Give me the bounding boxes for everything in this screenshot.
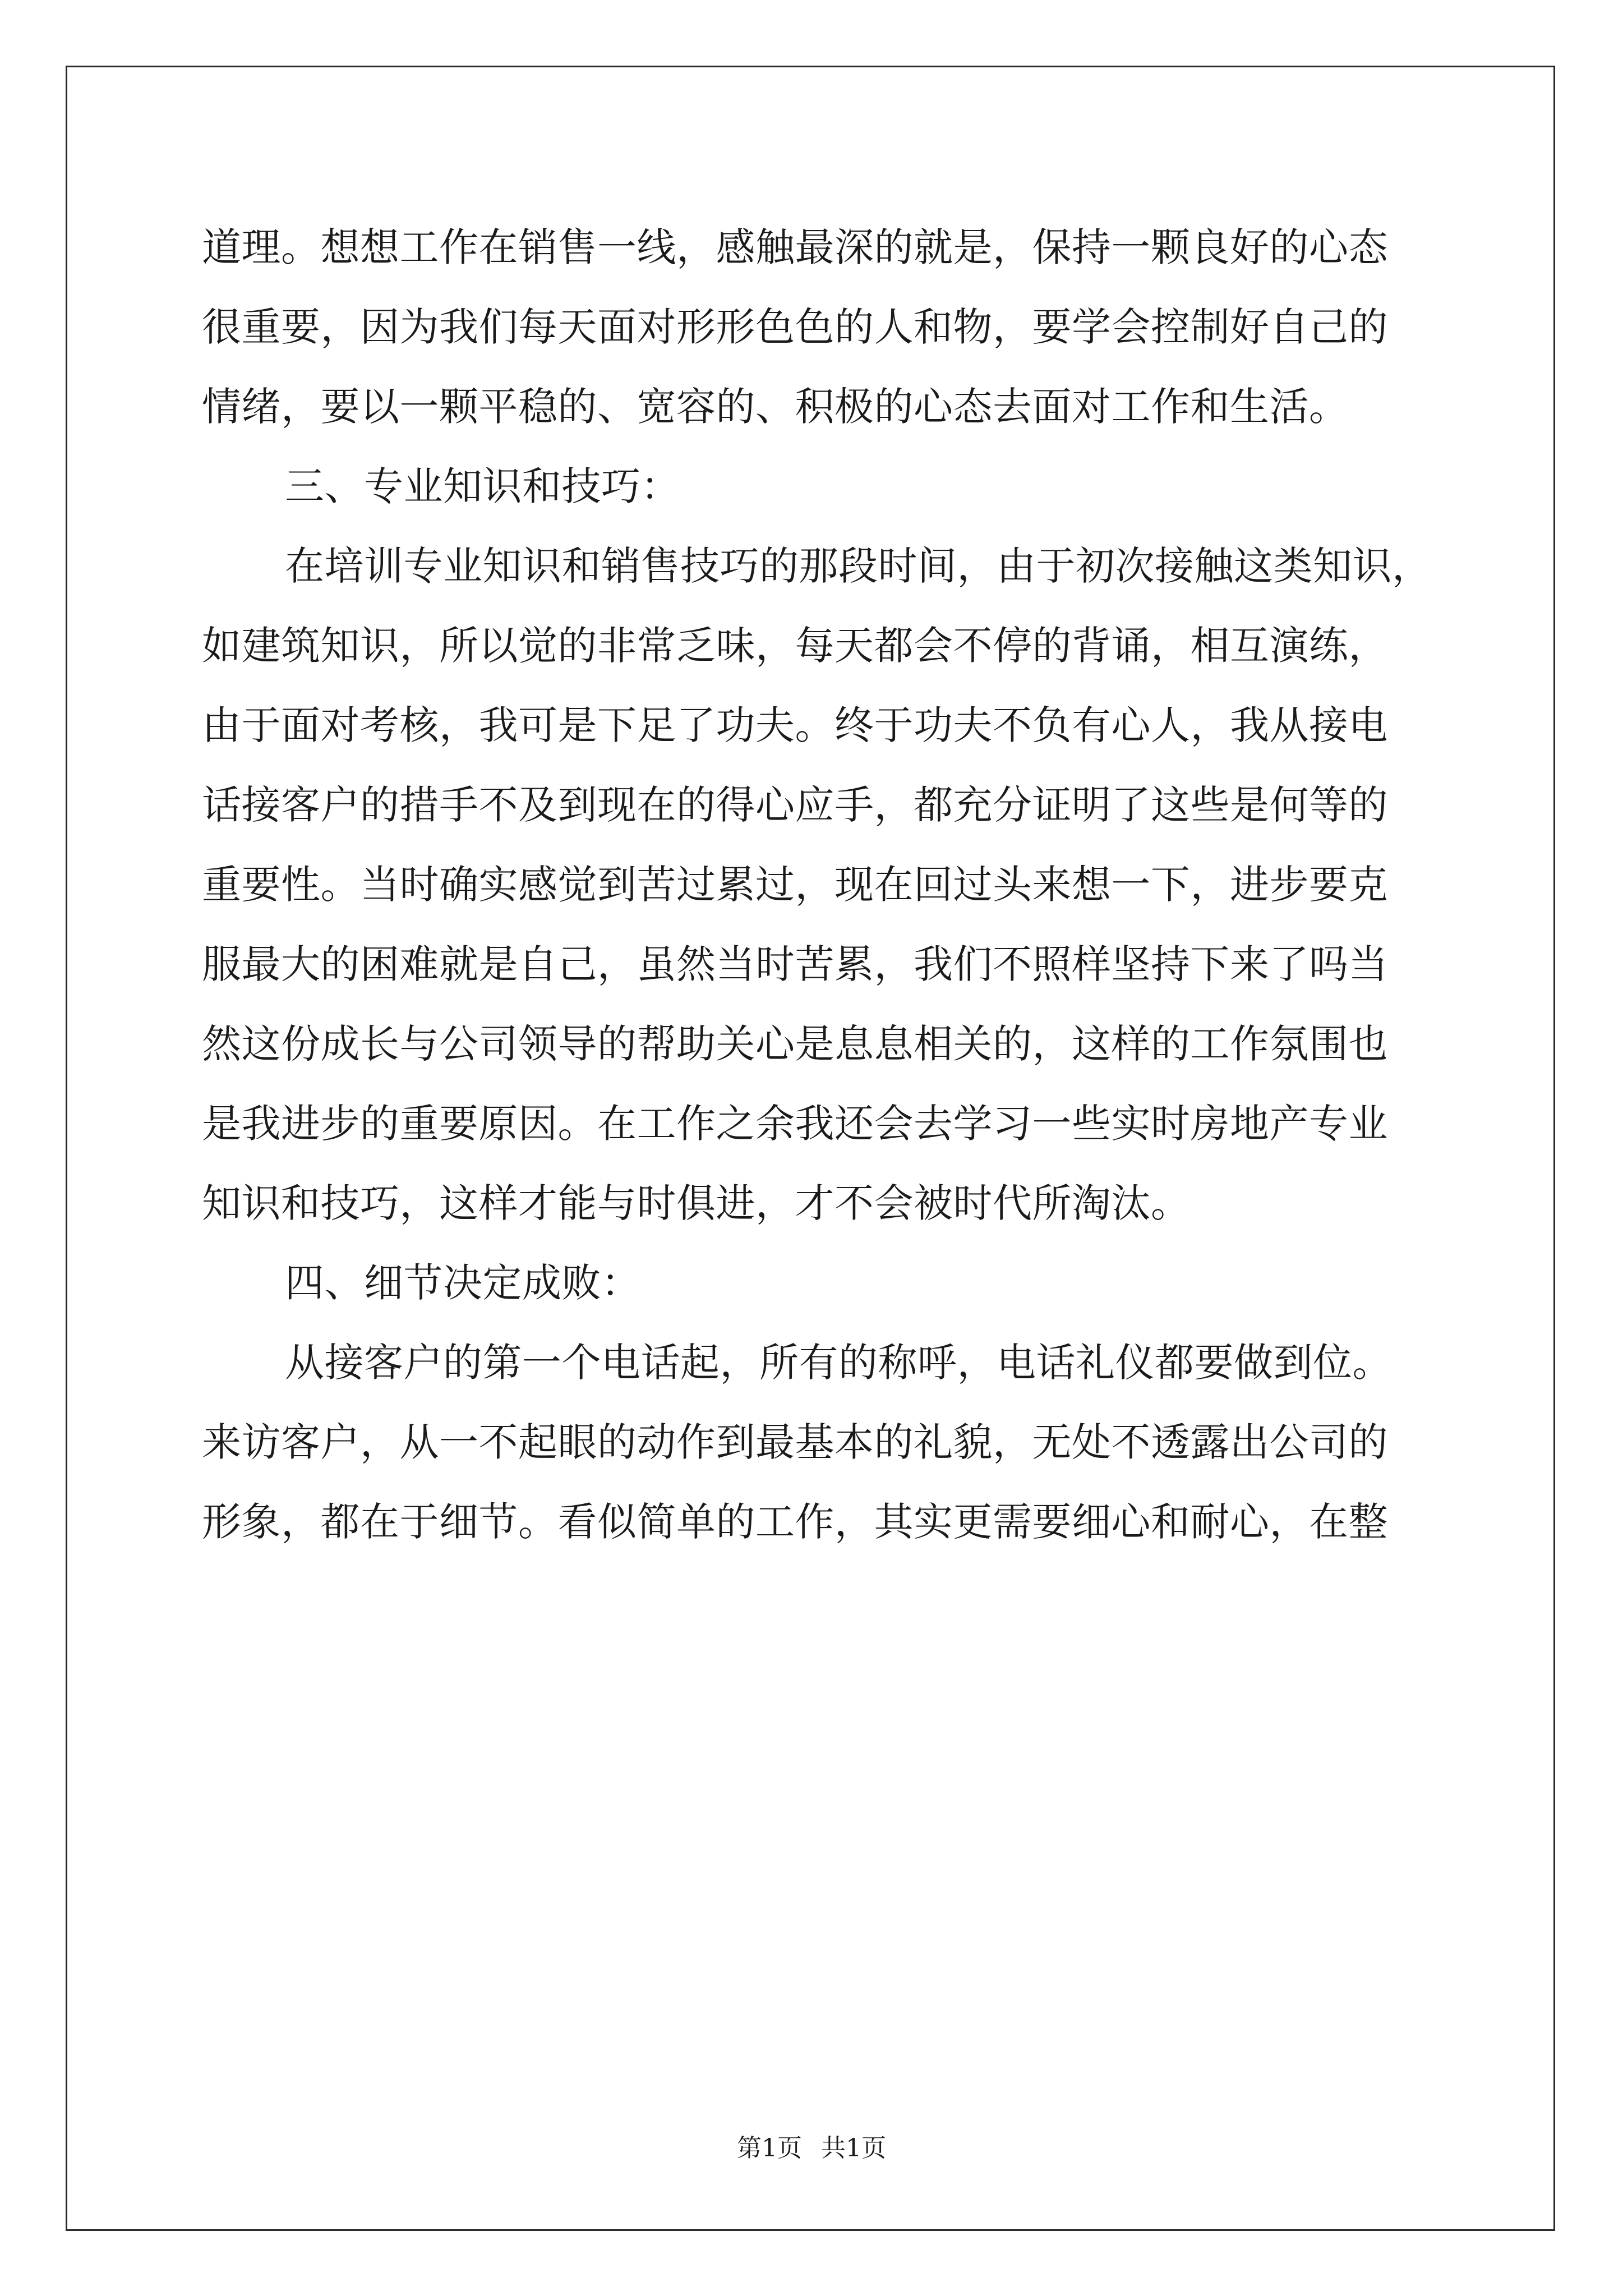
- text-line: 来访客户，从一不起眼的动作到最基本的礼貌，无处不透露出公司的: [202, 1419, 1388, 1465]
- text-line: 如建筑知识，所以觉的非常乏味，每天都会不停的背诵，相互演练，: [202, 623, 1388, 669]
- section-heading: 四、细节决定成败：: [285, 1260, 641, 1306]
- page-total: 共1页: [821, 2134, 886, 2162]
- text-line: 道理。想想工作在销售一线，感触最深的就是，保持一颗良好的心态: [202, 224, 1388, 270]
- page-number: 第1页: [737, 2134, 802, 2162]
- text-line: 由于面对考核，我可是下足了功夫。终于功夫不负有心人，我从接电: [202, 702, 1388, 748]
- text-line: 然这份成长与公司领导的帮助关心是息息相关的，这样的工作氛围也: [202, 1021, 1388, 1067]
- section-heading: 三、专业知识和技巧：: [285, 463, 680, 509]
- text-line: 很重要，因为我们每天面对形形色色的人和物，要学会控制好自己的: [202, 304, 1388, 350]
- text-line: 服最大的困难就是自己，虽然当时苦累，我们不照样坚持下来了吗当: [202, 941, 1388, 987]
- page-footer: [0, 2132, 1623, 2165]
- text-line: 是我进步的重要原因。在工作之余我还会去学习一些实时房地产专业: [202, 1101, 1388, 1147]
- text-line: 形象，都在于细节。看似简单的工作，其实更需要细心和耐心，在整: [202, 1499, 1388, 1545]
- text-line: 在培训专业知识和销售技巧的那段时间，由于初次接触这类知识，: [285, 543, 1432, 589]
- text-line: 话接客户的措手不及到现在的得心应手，都充分证明了这些是何等的: [202, 782, 1388, 828]
- document-body: [202, 208, 1436, 1562]
- text-line: 知识和技巧，这样才能与时俱进，才不会被时代所淘汰。: [202, 1180, 1191, 1226]
- text-line: 重要性。当时确实感觉到苦过累过，现在回过头来想一下，进步要克: [202, 862, 1388, 908]
- text-line: 从接客户的第一个电话起，所有的称呼，电话礼仪都要做到位。: [285, 1340, 1392, 1386]
- text-line: 情绪，要以一颗平稳的、宽容的、积极的心态去面对工作和生活。: [202, 384, 1349, 430]
